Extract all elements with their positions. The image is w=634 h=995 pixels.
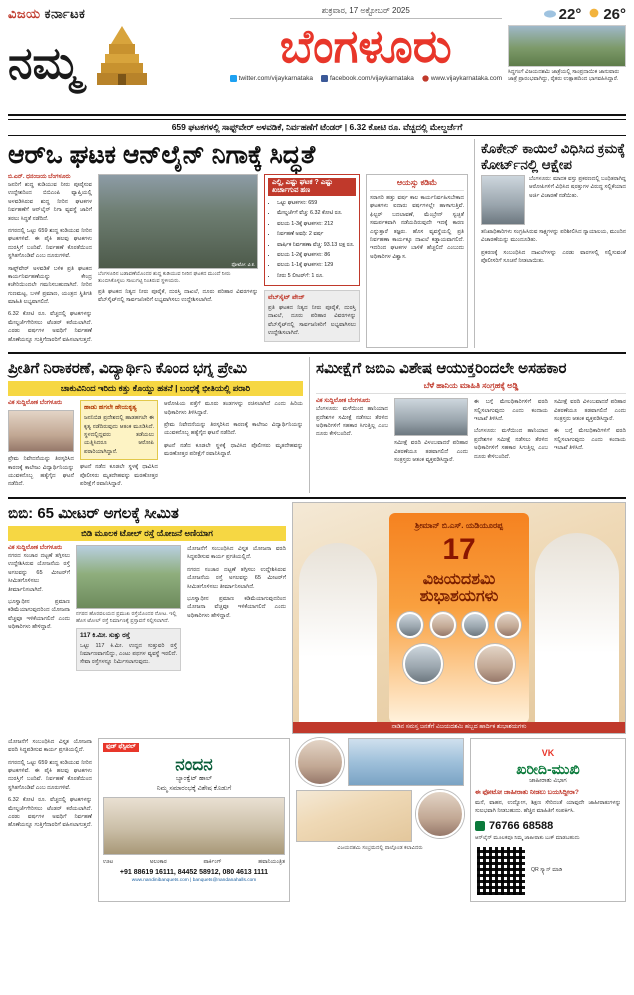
- crime-col-b: [80, 400, 158, 493]
- qr-label: QR ಸ್ಕ್ಯಾನ್ ಮಾಡಿ: [531, 867, 563, 874]
- lead-photo-credit: ಫೋಟೋ: ವಿ.ಕ.: [231, 262, 255, 267]
- crime-text-c: [164, 400, 303, 458]
- greeting-portrait-row: [389, 606, 529, 638]
- title-left-text: ನಮ್ಮ: [8, 39, 81, 88]
- weather-widget: [508, 6, 626, 23]
- greeting-portrait-row-2: [389, 638, 529, 684]
- crime-headline: ಪ್ರೀತಿಗೆ ನಿರಾಕರಣೆ, ವಿದ್ಯಾರ್ಥಿನಿ ಕೊಂದ ಭಗ್ನ ಪ್ರೇಮಿ: [8, 360, 248, 378]
- lead-para-2: ಸಾಫ್ಟ್‌ವೇರ್ ಅಳವಡಿಕೆ ಬಳಿಕ ಪ್ರತಿ ಘಟಕದ ಕಾರ್ಯನಿರ್ವಹಣೆಯನ್ನು ಕೇಂದ್ರ ಕಚೇರಿಯಿಂದಲೇ ಗಮನಿಸಬಹುದಾಗಿದೆ. ನೀರಿನ ಗುಣಮಟ್ಟ, ಬಳಕೆ ಪ್ರಮಾಣ, ಯಂತ್ರದ ಸ್ಥಿತಿಗತಿ ಮಾಹಿತಿ ಲಭ್ಯವಾಗಲಿದೆ.: [8, 265, 92, 306]
- facts-item-5: • ವಲಯ 1-2ಕ್ಕೆ ಘಟಕಗಳು: 86: [277, 251, 356, 259]
- crime-yellow-box: [80, 400, 158, 460]
- masthead-right: [508, 6, 626, 83]
- weather-item-1: [587, 6, 626, 23]
- survey-col-a: [316, 398, 388, 468]
- leader-figure-right: [535, 533, 619, 733]
- survey-para-3: ಬೆಂಗಳೂರು: ಮಳೆಯಿಂದ ಹಾನಿಯಾದ ಪ್ರದೇಶಗಳ ಸಮೀಕ್ಷೆ ನಡೆಸಲು ತೆರಳಿದ ಅಧಿಕಾರಿಗಳಿಗೆ ಸಹಕಾರ ಸಿಗುತ್ತಿಲ್ಲ ಎಂಬ ದೂರು ಕೇಳಿಬಂದಿದೆ.: [474, 428, 549, 460]
- dateline: ಶುಕ್ರವಾರ, 17 ಅಕ್ಟೋಬರ್ 2025: [230, 6, 502, 19]
- crime-text-b: [80, 463, 158, 488]
- bbmp-para-4: ಭೂಸ್ವಾಧೀನ ಪ್ರಮಾಣ ಕಡಿಮೆಯಾಗುವುದರಿಂದ ಯೋಜನಾ ವೆಚ್ಚವೂ ಇಳಿಕೆಯಾಗಲಿದೆ ಎಂದು ಅಧಿಕಾರಿಗಳು ಹೇಳಿದ್ದಾರೆ.: [187, 596, 286, 619]
- feature-0: ಊಟ: [103, 858, 114, 865]
- survey-text-d: [554, 398, 626, 452]
- bbmp-para-0: ನಗರದ ಸಂಚಾರ ದಟ್ಟಣೆ ತಗ್ಗಿಸಲು ಉದ್ದೇಶಿಸಿರುವ ಯೋಜನೆಯ ರಸ್ತೆ ಅಗಲವನ್ನು 65 ಮೀಟರ್‌ಗೆ ಸೀಮಿತಗೊಳಿಸಲು ತೀರ್ಮಾನಿಸಲಾಗಿದೆ.: [8, 553, 70, 593]
- survey-para-1: ಸಮೀಕ್ಷೆ ವರದಿ ವಿಳಂಬವಾದರೆ ಪರಿಹಾರ ವಿತರಣೆಯೂ ತಡವಾಗಲಿದೆ ಎಂದು ಸಂತ್ರಸ್ತರು ಆತಂಕ ವ್ಯಕ್ತಪಡಿಸಿದ್ದಾರೆ.: [394, 440, 469, 464]
- bbmp-subhead: ಬಿಡಿ ಮೂಲಕ ಟೋಲ್ ರಸ್ತೆ ಯೋಜನೆ ಅಣಿಯಾಗ: [8, 526, 286, 541]
- twitter-handle: twitter.com/vijaykarnataka: [238, 75, 313, 82]
- bbmp-info-title: 117 ಕಿ.ಮೀ. ಸುತ್ತು ರಸ್ತೆ: [80, 631, 130, 639]
- festival-greeting-ad[interactable]: [292, 502, 626, 734]
- brand-suffix: ಕರ್ನಾಟಕ: [44, 6, 86, 21]
- collage-photo-3: [296, 790, 412, 842]
- crime-text-a: [8, 455, 74, 489]
- crime-col-c: [164, 400, 303, 493]
- masthead: [8, 6, 626, 110]
- portrait-2: [430, 612, 456, 638]
- bottom-para-0: ಯೋಜನೆಗೆ ಸಂಬಂಧಿಸಿದ ವಿಸ್ತೃತ ಯೋಜನಾ ವರದಿ ಸಿದ್ಧಪಡಿಸುವ ಕಾರ್ಯ ಪ್ರಗತಿಯಲ್ಲಿದೆ.: [8, 738, 92, 754]
- facts-item-2: • ವಲಯ 1-3ಕ್ಕೆ ಘಟಕಗಳು: 212: [277, 220, 356, 228]
- temple-icon: [93, 24, 151, 86]
- bbmp-text-c: [187, 545, 286, 620]
- lead-byline: ಬಿ.ಎನ್. ಧನಂಜಯ ಬೆಂಗಳೂರು: [8, 174, 71, 180]
- facts-item-4: • ವಾರ್ಷಿಕ ನಿರ್ವಹಣಾ ವೆಚ್ಚ: 93.13 ಲಕ್ಷ ರೂ.: [277, 241, 356, 249]
- ops-box-col: [366, 174, 468, 348]
- crime-para-2: ಆರೋಪಿಯ ಪತ್ತೆಗೆ ಮೂರು ತಂಡಗಳನ್ನು ರಚಿಸಲಾಗಿದೆ ಎಂದು ಹಿರಿಯ ಅಧಿಕಾರಿಗಳು ತಿಳಿಸಿದ್ದಾರೆ.: [164, 401, 304, 416]
- crime-subhead: ಚಾಕುವಿನಿಂದ ಇರಿದು ಕತ್ತು ಕೊಯ್ದು ಹತನೆ | ಬಂಧಕ್ಕೆ ಭೀತಿಯಲ್ಲಿ ಪರಾರಿ: [8, 381, 303, 396]
- feature-3: ಹವಾನಿಯಂತ್ರಿತ: [258, 858, 285, 865]
- feature-2: ಪಾರ್ಕಿಂಗ್: [203, 858, 222, 865]
- survey-byline: ವಿಕ ಸುದ್ದಿಲೋಕ ಬೆಂಗಳೂರು: [316, 398, 371, 405]
- crime-byline: ವಿಕ ಸುದ್ದಿಲೋಕ ಬೆಂಗಳೂರು: [8, 400, 63, 407]
- social-links: [230, 75, 502, 82]
- masthead-title-right: ಬೆಂಗಳೂರು: [279, 20, 452, 72]
- survey-story-column: [309, 357, 626, 493]
- crime-box-text: ಜನನಿಬಿಡ ಪ್ರದೇಶದಲ್ಲಿ ಹಾಡಹಗಲೇ ಈ ಕೃತ್ಯ ನಡೆದಿರುವುದು ಆತಂಕ ಮೂಡಿಸಿದೆ. ಸ್ಥಳದಲ್ಲಿದ್ದವರು ತಡೆಯಲು ಯತ್ನಿಸಿದರೂ ಆರೋಪಿ ಪರಾರಿಯಾಗಿದ್ದಾನೆ.: [84, 415, 154, 455]
- bbmp-info-box: [76, 628, 181, 671]
- crime-story-column: [8, 357, 303, 493]
- survey-text-c: [474, 398, 548, 461]
- survey-para-5: ಈ ಬಗ್ಗೆ ಮೇಲಧಿಕಾರಿಗಳಿಗೆ ವರದಿ ಸಲ್ಲಿಸಲಾಗುವುದು ಎಂದು ಕಂದಾಯ ಇಲಾಖೆ ತಿಳಿಸಿದೆ.: [554, 428, 626, 452]
- classified-ad-title: ಖರೀದಿ-ಮುಖಿ: [516, 760, 580, 777]
- survey-col-d: [554, 398, 626, 468]
- lead-para-1: ನಗರದಲ್ಲಿ ಒಟ್ಟು 659 ಶುದ್ಧ ಕುಡಿಯುವ ನೀರಿನ ಘಟಕಗಳಿವೆ. ಈ ಪೈಕಿ ಹಲವು ಘಟಕಗಳು ದುರಸ್ತಿಗೆ ಬಂದಿವೆ. ನಿರ್ವಹಣೆ ಕೊರತೆಯಿಂದ ಸ್ಥಗಿತಗೊಂಡಿವೆ ಎಂಬ ದೂರುಗಳಿವೆ.: [8, 227, 92, 260]
- lead-text: [8, 181, 92, 344]
- portrait-6: [475, 644, 515, 684]
- bottom-residual-text: [8, 738, 92, 830]
- classified-ad-phone[interactable]: 76766 68588: [489, 819, 554, 832]
- bottom-text-column: [8, 738, 92, 902]
- masthead-photo: [508, 25, 626, 67]
- portrait-3: [462, 612, 488, 638]
- banquet-ad-photo: [103, 797, 285, 855]
- lead-photo-extra-text: [98, 288, 258, 305]
- right-top-row: [481, 175, 626, 225]
- sun-icon: [587, 7, 601, 19]
- right-top-text: [529, 175, 626, 225]
- weather-temp-0: 22°: [558, 6, 582, 23]
- crime-box-title: ಹಾಡು ಹಗಲೇ ಹೇಯಕೃತ್ಯ: [84, 404, 137, 412]
- website-url: www.vijaykarnataka.com: [430, 75, 502, 82]
- survey-subhead: ಬೆಳೆ ಹಾನಿಯ ಮಾಹಿತಿ ಸಂಗ್ರಹಕ್ಕೆ ಅಡ್ಡಿ: [316, 381, 626, 394]
- facebook-icon: [321, 75, 328, 82]
- phone-icon: [475, 821, 485, 831]
- banquet-ad-title: ನಂದನ: [175, 754, 213, 774]
- bbmp-body-row: [8, 545, 286, 671]
- masthead-left: [8, 6, 224, 86]
- survey-text-a: [316, 405, 388, 439]
- classified-ad[interactable]: [470, 738, 626, 902]
- ops-box-text: ಸರಾಸರಿ ಹತ್ತು ವರ್ಷ ಕಾಲ ಕಾರ್ಯನಿರ್ವಹಿಸಬೇಕಾದ ಘಟಕಗಳು ಐದಾರು ವರ್ಷಗಳಲ್ಲೇ ಹಾಳಾಗುತ್ತಿವೆ. ಫಿಲ್ಟರ್ ಬದಲಾವಣೆ, ಮೆಂಬ್ರೇನ್ ಸ್ವಚ್ಛತೆ ಸಮರ್ಪಕವಾಗಿ ನಡೆಯದಿರುವುದೇ ಇದಕ್ಕೆ ಕಾರಣ ಎನ್ನುತ್ತಾರೆ ತಜ್ಞರು. ಹೊಸ ವ್ಯವಸ್ಥೆಯಲ್ಲಿ ಪ್ರತಿ ನಿರ್ವಹಣಾ ಕಾರ್ಯಕ್ಕೂ ದಾಖಲೆ ಕಡ್ಡಾಯವಾಗಲಿದೆ. ಇದರಿಂದ ಘಟಕಗಳ ಬಾಳಿಕೆ ಹೆಚ್ಚಲಿದೆ ಎಂಬುದು ಅಧಿಕಾರಿಗಳ ವಿಶ್ವಾಸ.: [370, 195, 464, 260]
- right-top-para-1: ತನಿಖಾಧಿಕಾರಿಗಳು ಸಂಗ್ರಹಿಸಿರುವ ಸಾಕ್ಷ್ಯಗಳನ್ನು ಪರಿಶೀಲಿಸಿದ ನ್ಯಾಯಾಲಯ, ಮುಂದಿನ ವಿಚಾರಣೆಯನ್ನು ಮುಂದೂಡಿತು.: [481, 229, 626, 244]
- lead-photo-caption: ಬೆಂಗಳೂರಿನ ಬಡಾವಣೆಯೊಂದರ ಶುದ್ಧ ಕುಡಿಯುವ ನೀರಿನ ಘಟಕದ ಮುಂದೆ ನೀರು ತುಂಬಿಸಿಕೊಳ್ಳಲು ಸಾಲುಗಟ್ಟಿ ನಿಂತಿರುವ ಸ್ಥಳೀಯರು.: [98, 271, 231, 284]
- ops-box: [366, 174, 468, 348]
- right-top-text-cont: [481, 228, 626, 266]
- classified-ad-subtitle: ಜಾಹೀರಾತು ವಿಭಾಗ: [529, 777, 567, 784]
- bbmp-col-a: [8, 545, 70, 671]
- portrait-4: [495, 612, 521, 638]
- banquet-ad-features: [103, 859, 285, 866]
- survey-para-2: ಈ ಬಗ್ಗೆ ಮೇಲಧಿಕಾರಿಗಳಿಗೆ ವರದಿ ಸಲ್ಲಿಸಲಾಗುವುದು ಎಂದು ಕಂದಾಯ ಇಲಾಖೆ ತಿಳಿಸಿದೆ.: [474, 399, 549, 423]
- survey-text-b: [394, 439, 468, 464]
- qr-code[interactable]: [475, 845, 527, 897]
- cloud-icon: [543, 7, 557, 19]
- side-note-body: ಪ್ರತಿ ಘಟಕದ ನಿತ್ಯದ ನೀರು ಪೂರೈಕೆ, ದುರಸ್ತಿ ದಾಖಲೆ, ದೂರು ಪರಿಹಾರ ವಿವರಗಳನ್ನು ವೆಬ್‌ಸೈಟ್‌ನಲ್ಲಿ ಸಾರ್ವಜನಿಕರಿಗೆ ಲಭ್ಯವಾಗಿಸಲು ಉದ್ದೇಶಿಸಲಾಗಿದೆ.: [268, 305, 356, 337]
- weather-temp-1: 26°: [603, 6, 626, 23]
- crime-para-1: ಘಟನೆ ನಡೆದ ಕೂಡಲೇ ಸ್ಥಳಕ್ಕೆ ಧಾವಿಸಿದ ಪೊಲೀಸರು ಮೃತದೇಹವನ್ನು ಮರಣೋತ್ತರ ಪರೀಕ್ಷೆಗೆ ರವಾನಿಸಿದ್ದಾರೆ.: [80, 464, 158, 488]
- survey-col-b: [394, 398, 468, 468]
- portrait-5: [403, 644, 443, 684]
- banquet-ad[interactable]: [98, 738, 290, 902]
- feature-1: ಅಲಂಕಾರ: [149, 858, 167, 865]
- bbmp-byline: ವಿಕ ಸುದ್ದಿಲೋಕ ಬೆಂಗಳೂರು: [8, 545, 63, 552]
- bottom-para-1: ನಗರದಲ್ಲಿ ಒಟ್ಟು 659 ಶುದ್ಧ ಕುಡಿಯುವ ನೀರಿನ ಘಟಕಗಳಿವೆ. ಈ ಪೈಕಿ ಹಲವು ಘಟಕಗಳು ದುರಸ್ತಿಗೆ ಬಂದಿವೆ. ನಿರ್ವಹಣೆ ಕೊರತೆಯಿಂದ ಸ್ಥಗಿತಗೊಂಡಿವೆ ಎಂಬ ದೂರುಗಳಿವೆ.: [8, 759, 92, 791]
- facts-item-0: • ಒಟ್ಟು ಘಟಕಗಳು: 659: [277, 199, 356, 207]
- leader-figure-left: [299, 543, 377, 733]
- facebook-handle: facebook.com/vijaykarnataka: [330, 75, 414, 82]
- top-section: [8, 139, 626, 348]
- crime-victim-photo: [8, 410, 74, 452]
- crime-para-4: ಘಟನೆ ನಡೆದ ಕೂಡಲೇ ಸ್ಥಳಕ್ಕೆ ಧಾವಿಸಿದ ಪೊಲೀಸರು ಮೃತದೇಹವನ್ನು ಮರಣೋತ್ತರ ಪರೀಕ್ಷೆಗೆ ರವಾನಿಸಿದ್ದಾರೆ.: [164, 442, 304, 458]
- classified-ad-footer: ಆನ್‌ಲೈನ್ ಮೂಲಕವೂ ನಿಮ್ಮ ಜಾಹೀರಾತು ಬುಕ್ ಮಾಡಬಹುದು: [475, 834, 580, 841]
- bbmp-para-2: ಯೋಜನೆಗೆ ಸಂಬಂಧಿಸಿದ ವಿಸ್ತೃತ ಯೋಜನಾ ವರದಿ ಸಿದ್ಧಪಡಿಸುವ ಕಾರ್ಯ ಪ್ರಗತಿಯಲ್ಲಿದೆ.: [187, 546, 286, 561]
- bbmp-headline: ಬಿಬಿ: 65 ಮೀಟರ್ ಅಗಲಕ್ಕೆ ಸೀಮಿತ: [8, 504, 179, 522]
- side-note-text: ಪ್ರತಿ ಘಟಕದ ನಿತ್ಯದ ನೀರು ಪೂರೈಕೆ, ದುರಸ್ತಿ ದಾಖಲೆ, ದೂರು ಪರಿಹಾರ ವಿವರಗಳನ್ನು ವೆಬ್‌ಸೈಟ್‌ನಲ್ಲಿ ಸಾರ್ವಜನಿಕರಿಗೆ ಲಭ್ಯವಾಗಿಸಲು ಉದ್ದೇಶಿಸಲಾಗಿದೆ.: [98, 288, 258, 303]
- bbmp-info-text: ಒಟ್ಟು 117 ಕಿ.ಮೀ. ಉದ್ದದ ಸುತ್ತುವರಿ ರಸ್ತೆ ನಿರ್ಮಾಣವಾಗಲಿದ್ದು, ಎಂಟು ಪಥಗಳ ವ್ಯವಸ್ಥೆ ಇರಲಿದೆ. ಸೇವಾ ರಸ್ತೆಗಳನ್ನೂ ನಿರ್ಮಿಸಲಾಗುವುದು.: [80, 642, 177, 666]
- facts-item-6: • ವಲಯ 1-1ಕ್ಕೆ ಘಟಕಗಳು: 129: [277, 261, 356, 269]
- lead-kicker: 659 ಘಟಕಗಳಲ್ಲಿ ಸಾಫ್ಟ್‌ವೇರ್ ಅಳವಡಿಕೆ, ನಿರ್ವಹಣೆಗೆ ಟೆಂಡರ್ | 6.32 ಕೋಟಿ ರೂ. ವೆಚ್ಚದಲ್ಲಿ ಮೇಲ್ದರ್ಜೆಗೆ: [8, 119, 626, 136]
- lead-photo-col: [98, 174, 258, 348]
- masthead-divider: [8, 114, 626, 116]
- globe-icon: [422, 75, 429, 82]
- bbmp-photo: [76, 545, 181, 609]
- photo-collage: [296, 738, 464, 902]
- right-top-photo: [481, 175, 525, 225]
- classified-ad-contact: [475, 820, 621, 832]
- facts-box-title: ಎಲ್ಲಿ, ಎಷ್ಟು ಘಟಕ ? ಎಷ್ಟು ಖರ್ಚಾಗುವ ಹಣ: [268, 178, 356, 196]
- bbmp-para-3: ನಗರದ ಸಂಚಾರ ದಟ್ಟಣೆ ತಗ್ಗಿಸಲು ಉದ್ದೇಶಿಸಿರುವ ಯೋಜನೆಯ ರಸ್ತೆ ಅಗಲವನ್ನು 65 ಮೀಟರ್‌ಗೆ ಸೀಮಿತಗೊಳಿಸಲು ತೀರ್ಮಾನಿಸಲಾಗಿದೆ.: [187, 566, 286, 590]
- survey-body-row: [316, 398, 626, 468]
- facebook-link[interactable]: [321, 75, 414, 82]
- survey-headline: ಸಮೀಕ್ಷೆಗೆ ಜಬಿಎ ವಿಶೇಷ ಆಯುಕ್ತರಿಂದಲೇ ಅಸಹಕಾರ: [316, 360, 567, 378]
- survey-para-0: ಬೆಂಗಳೂರು: ಮಳೆಯಿಂದ ಹಾನಿಯಾದ ಪ್ರದೇಶಗಳ ಸಮೀಕ್ಷೆ ನಡೆಸಲು ತೆರಳಿದ ಅಧಿಕಾರಿಗಳಿಗೆ ಸಹಕಾರ ಸಿಗುತ್ತಿಲ್ಲ ಎಂಬ ದೂರು ಕೇಳಿಬಂದಿದೆ.: [316, 406, 389, 438]
- portrait-1: [397, 612, 423, 638]
- collage-row-2: [296, 790, 464, 842]
- greeting-banner-text: ನಾಡಿನ ಸಮಸ್ತ ಜನತೆಗೆ ವಿಜಯದಶಮಿ ಹಬ್ಬದ ಹಾರ್ದಿಕ ಶುಭಾಶಯಗಳು: [293, 722, 625, 733]
- lead-text-col: [8, 174, 92, 348]
- collage-row-1: [296, 738, 464, 786]
- classified-ad-text: ಮನೆ, ವಾಹನ, ಉದ್ಯೋಗ, ಶಿಕ್ಷಣ ಸೇರಿದಂತೆ ಯಾವುದೇ ಜಾಹೀರಾತುಗಳನ್ನು ಸುಲಭವಾಗಿ ನೀಡಬಹುದು. ಹೆಚ್ಚಿನ ಮಾಹಿತಿಗೆ ಸಂಪರ್ಕಿಸಿ.: [475, 799, 621, 815]
- greeting-ad-artwork: [292, 502, 626, 734]
- food-festival-tag: ಫುಡ್ ಫೆಸ್ಟಿವಲ್: [103, 743, 139, 752]
- middle-section: [8, 357, 626, 493]
- right-rail: [474, 139, 626, 348]
- weather-item-0: [543, 6, 582, 23]
- bbmp-text-a: [8, 552, 70, 632]
- bbmp-photo-caption: ನಗರದ ಹೊರವಲಯದ ಪ್ರಮುಖ ರಸ್ತೆಯೊಂದರ ನೋಟ. ಇಲ್ಲಿ ಹೊಸ ಟೋಲ್ ರಸ್ತೆ ನಿರ್ಮಾಣಕ್ಕೆ ಪ್ರಸ್ತಾವನೆ ಸಲ್ಲಿಸಲಾಗಿದೆ.: [76, 611, 177, 624]
- side-note-box: [264, 290, 360, 342]
- bbmp-col-c: [187, 545, 286, 671]
- survey-para-4: ಸಮೀಕ್ಷೆ ವರದಿ ವಿಳಂಬವಾದರೆ ಪರಿಹಾರ ವಿತರಣೆಯೂ ತಡವಾಗಲಿದೆ ಎಂದು ಸಂತ್ರಸ್ತರು ಆತಂಕ ವ್ಯಕ್ತಪಡಿಸಿದ್ದಾರೆ.: [554, 399, 626, 423]
- twitter-icon: [230, 75, 237, 82]
- banquet-ad-subtitle: ಬ್ಯಾಂಕ್ವೆಟ್ ಹಾಲ್: [175, 774, 213, 782]
- brand-prefix: ವಿಜಯ: [8, 6, 41, 21]
- right-top-para-2: ಪ್ರಕರಣಕ್ಕೆ ಸಂಬಂಧಿಸಿದ ದಾಖಲೆಗಳನ್ನು ಎರಡು ವಾರಗಳಲ್ಲಿ ಸಲ್ಲಿಸುವಂತೆ ಪೊಲೀಸರಿಗೆ ಸೂಚನೆ ನೀಡಲಾಯಿತು.: [481, 249, 626, 265]
- section-divider-2: [8, 497, 626, 499]
- lead-body-row: [8, 174, 468, 348]
- classified-ad-qr-row: [475, 845, 621, 897]
- collage-caption: ವಿಜಯದಶಮಿ ಸಂಭ್ರಮದಲ್ಲಿ ಪಾಲ್ಗೊಂಡ ಕಲಾವಿದರು: [337, 844, 423, 851]
- crime-para-3: ಪ್ರೇಮ ನಿವೇದನೆಯನ್ನು ತಿರಸ್ಕರಿಸಿದ ಕಾರಣಕ್ಕೆ ಕಾಲೇಜು ವಿದ್ಯಾರ್ಥಿನಿಯನ್ನು ಯುವಕನೊಬ್ಬ ಹತ್ಯೆಗೈದ ಘಟನೆ ನಡೆದಿದೆ.: [164, 422, 304, 437]
- bottom-ads-section: [8, 738, 626, 902]
- right-top-headline: ಕೊಕೇನ್ ಕಾಯಿಲೆ ವಿಧಿಸಿದ ಕ್ರಮಕ್ಕೆ ಕೋರ್ಟ್‌ನಲ್ಲಿ ಆಕ್ಷೇಪ: [481, 141, 626, 172]
- facts-box: [264, 174, 360, 286]
- masthead-center: [230, 6, 502, 82]
- facts-item-3: • ನಿರ್ವಹಣೆ ಅವಧಿ: 2 ವರ್ಷ: [277, 230, 356, 238]
- classified-ad-brand-row: [475, 743, 621, 785]
- twitter-link[interactable]: [230, 75, 313, 82]
- bottom-para-2: 6.32 ಕೋಟಿ ರೂ. ವೆಚ್ಚದಲ್ಲಿ ಘಟಕಗಳನ್ನು ಮೇಲ್ದರ್ಜೆಗೇರಿಸಲು ಟೆಂಡರ್ ಕರೆಯಲಾಗಿದೆ. ಎರಡು ವರ್ಷಗಳ ಅವಧಿಗೆ ನಿರ್ವಹಣೆ ಹೊಣೆಯನ್ನೂ ಗುತ್ತಿಗೆದಾರರಿಗೆ ವಹಿಸಲಾಗುತ್ತದೆ.: [8, 797, 92, 829]
- collage-photo-2: [348, 738, 464, 786]
- greeting-big-text: ವಿಜಯದಶಮಿ ಶುಭಾಶಯಗಳು: [419, 570, 499, 606]
- bbmp-col-b: [76, 545, 181, 671]
- banquet-ad-phone[interactable]: +91 88619 16111, 84452 58912, 080 4613 1111: [119, 868, 269, 876]
- facts-item-1: • ಮೇಲ್ದರ್ಜೆಗೆ ವೆಚ್ಚ: 6.32 ಕೋಟಿ ರೂ.: [277, 209, 356, 217]
- facts-box-list: [268, 199, 356, 280]
- facts-box-col: [264, 174, 360, 348]
- crime-col-a: [8, 400, 74, 493]
- crime-para-0: ಪ್ರೇಮ ನಿವೇದನೆಯನ್ನು ತಿರಸ್ಕರಿಸಿದ ಕಾರಣಕ್ಕೆ ಕಾಲೇಜು ವಿದ್ಯಾರ್ಥಿನಿಯನ್ನು ಯುವಕನೊಬ್ಬ ಹತ್ಯೆಗೈದ ಘಟನೆ ನಡೆದಿದೆ.: [8, 456, 74, 488]
- greeting-ad-panel: [389, 513, 529, 723]
- lead-para-3: 6.32 ಕೋಟಿ ರೂ. ವೆಚ್ಚದಲ್ಲಿ ಘಟಕಗಳನ್ನು ಮೇಲ್ದರ್ಜೆಗೇರಿಸಲು ಟೆಂಡರ್ ಕರೆಯಲಾಗಿದೆ. ಎರಡು ವರ್ಷಗಳ ಅವಧಿಗೆ ನಿರ್ವಹಣೆ ಹೊಣೆಯನ್ನೂ ಗುತ್ತಿಗೆದಾರರಿಗೆ ವಹಿಸಲಾಗುತ್ತದೆ.: [8, 311, 92, 343]
- banquet-ad-website[interactable]: www.nandinibanquets.com | banquets@nandanahalls.com: [131, 877, 257, 883]
- bbmp-para-1: ಭೂಸ್ವಾಧೀನ ಪ್ರಮಾಣ ಕಡಿಮೆಯಾಗುವುದರಿಂದ ಯೋಜನಾ ವೆಚ್ಚವೂ ಇಳಿಕೆಯಾಗಲಿದೆ ಎಂದು ಅಧಿಕಾರಿಗಳು ಹೇಳಿದ್ದಾರೆ.: [8, 599, 70, 631]
- greeting-leader-label: ಶ್ರೀಮಾನ್ ಬಿ.ಎಸ್. ಯಡಿಯೂರಪ್ಪ: [414, 520, 503, 530]
- lead-story-column: [8, 139, 468, 348]
- masthead-title-left: [8, 24, 224, 86]
- section-divider-1: [8, 352, 626, 354]
- banquet-ad-line: ನಿಮ್ಮ ಸಮಾರಂಭಕ್ಕೆ ವಿಶೇಷ ಕೊಡುಗೆ: [156, 784, 232, 792]
- bbmp-story-column: [8, 502, 286, 734]
- lower-section: [8, 502, 626, 734]
- banquet-ad-header: [103, 743, 285, 752]
- survey-photo: [394, 398, 468, 436]
- vk-logo: VK: [541, 747, 555, 758]
- publication-brand: [8, 6, 224, 22]
- ops-box-title: ಆಯಸ್ಸು ಕಡಿಮೆ: [370, 178, 464, 191]
- survey-col-c: [474, 398, 548, 468]
- collage-photo-1: [296, 738, 344, 786]
- collage-photo-4: [416, 790, 464, 838]
- right-top-para-0: ಬೆಂಗಳೂರು: ಮಾದಕ ವಸ್ತು ಪ್ರಕರಣದಲ್ಲಿ ಬಂಧಿತರಾಗಿದ್ದ ಆರೋಪಿಗಳಿಗೆ ವಿಧಿಸಿದ ಷರತ್ತುಗಳ ವಿರುದ್ಧ ಸಲ್ಲಿಕೆಯಾದ ಅರ್ಜಿ ವಿಚಾರಣೆ ನಡೆಯಿತು.: [529, 176, 626, 199]
- greeting-number: 17: [442, 532, 476, 566]
- lead-headline: ಆರ್‌ಒ ಘಟಕ ಆನ್‌ಲೈನ್ ನಿಗಾಕ್ಕೆ ಸಿದ್ಧತೆ: [8, 141, 316, 169]
- facts-item-7: • ನೀರು 5 ಲೀಟರ್‌ಗೆ: 1 ರೂ.: [277, 272, 356, 280]
- crime-body-row: [8, 400, 303, 493]
- lead-photo: [98, 174, 258, 269]
- side-note-title: ವೆಬ್‌ಸೈಟ್ ಪೇಜ್: [268, 294, 305, 301]
- classified-ad-question: ಈ ಫೋಟೋ ಜಾಹೀರಾತು ನೀಡಲು ಬಯಸಿದ್ದೀರಾ?: [475, 788, 579, 796]
- website-link[interactable]: [422, 75, 502, 82]
- lead-para-0: ಜನರಿಗೆ ಶುದ್ಧ ಕುಡಿಯುವ ನೀರು ಪೂರೈಸುವ ಉದ್ದೇಶದಿಂದ ಬಿಬಿಎಂಪಿ ವ್ಯಾಪ್ತಿಯಲ್ಲಿ ಅಳವಡಿಸಿರುವ ಶುದ್ಧ ನೀರಿನ ಘಟಕಗಳ ನಿರ್ವಹಣೆಗೆ ಆನ್‌ಲೈನ್ ನಿಗಾ ವ್ಯವಸ್ಥೆ ಜಾರಿಗೆ ತರಲು ಸಿದ್ಧತೆ ನಡೆದಿದೆ.: [8, 182, 92, 222]
- masthead-photo-caption: ಸಿದ್ಧಗಂಗೆ ವಿಜಯದಶಮಿ ಜಾತ್ರೆಯಲ್ಲಿ ಸಾಂಪ್ರದಾಯಿಕ ಜಾನುವಾರು ಜಾತ್ರೆ ಪ್ರಾರಂಭವಾಗಿದ್ದು, ರೈತರು ಉತ್ಸಾಹದಿಂದ ಭಾಗವಹಿಸಿದ್ದಾರೆ.: [508, 69, 620, 82]
